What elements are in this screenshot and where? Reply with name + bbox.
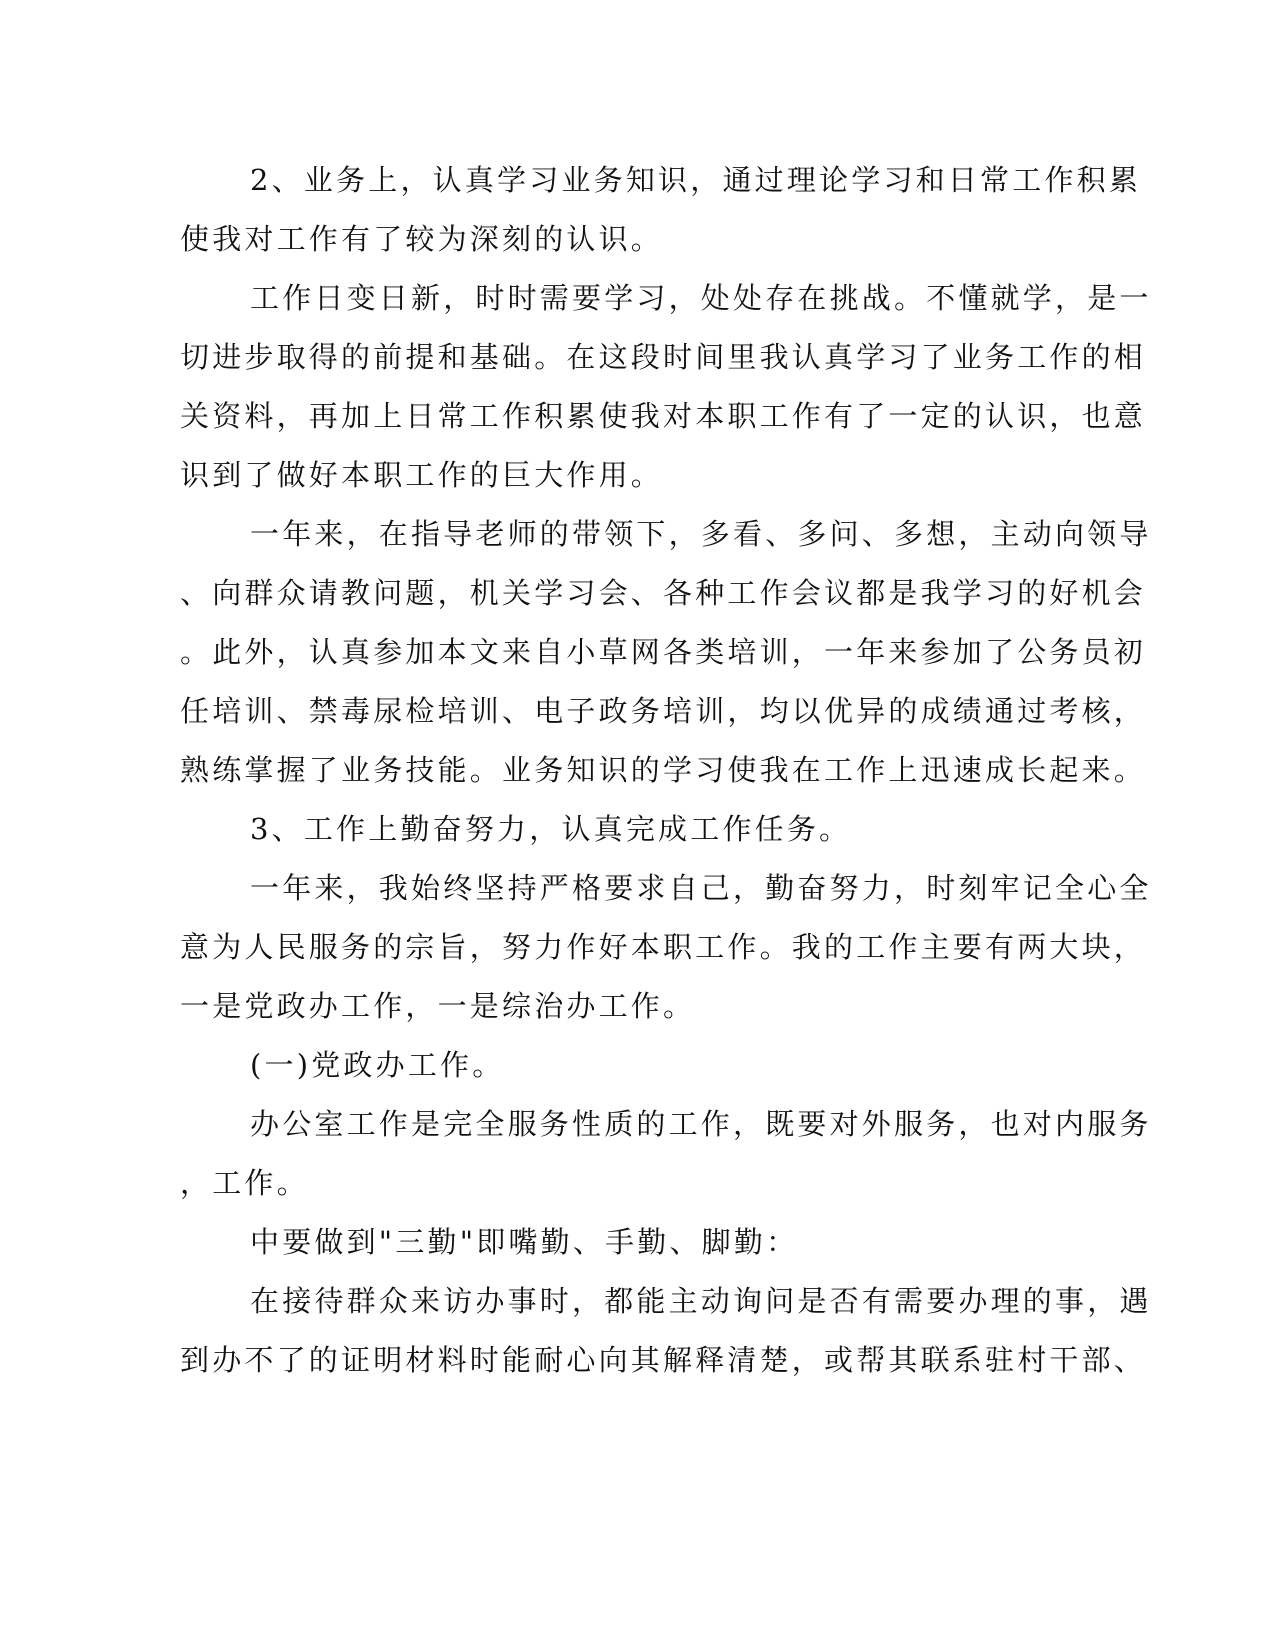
- text-line: 一是党政办工作，一是综治办工作。: [180, 989, 696, 1023]
- text-line: 2、业务上，认真学习业务知识，通过理论学习和日常工作积累: [250, 163, 1142, 197]
- text-line: 意为人民服务的宗旨，努力作好本职工作。我的工作主要有两大块，: [180, 930, 1147, 964]
- text-line: 。此外，认真参加本文来自小草网各类培训，一年来参加了公务员初: [180, 635, 1147, 669]
- text-line: 使我对工作有了较为深刻的认识。: [180, 222, 664, 256]
- text-line: 中要做到"三勤"即嘴勤、手勤、脚勤：: [250, 1225, 799, 1259]
- text-line: 识到了做好本职工作的巨大作用。: [180, 458, 664, 492]
- text-line: 任培训、禁毒尿检培训、电子政务培训，均以优异的成绩通过考核，: [180, 694, 1147, 728]
- text-line: 在接待群众来访办事时，都能主动询问是否有需要办理的事，遇: [250, 1284, 1152, 1318]
- text-line: 熟练掌握了业务技能。业务知识的学习使我在工作上迅速成长起来。: [180, 753, 1147, 787]
- text-line: 3、工作上勤奋努力，认真完成工作任务。: [250, 812, 852, 846]
- text-line: ，工作。: [180, 1166, 309, 1200]
- text-line: 、向群众请教问题，机关学习会、各种工作会议都是我学习的好机会: [180, 576, 1147, 610]
- text-line: 一年来，我始终坚持严格要求自己，勤奋努力，时刻牢记全心全: [250, 871, 1152, 905]
- text-line: 办公室工作是完全服务性质的工作，既要对外服务，也对内服务: [250, 1107, 1152, 1141]
- text-line: 工作日变日新，时时需要学习，处处存在挑战。不懂就学，是一: [250, 281, 1152, 315]
- text-line: 到办不了的证明材料时能耐心向其解释清楚，或帮其联系驻村干部、: [180, 1343, 1147, 1377]
- text-line: 切进步取得的前提和基础。在这段时间里我认真学习了业务工作的相: [180, 340, 1147, 374]
- text-line: (一)党政办工作。: [250, 1048, 505, 1082]
- text-line: 关资料，再加上日常工作积累使我对本职工作有了一定的认识，也意: [180, 399, 1147, 433]
- text-line: 一年来，在指导老师的带领下，多看、多问、多想，主动向领导: [250, 517, 1152, 551]
